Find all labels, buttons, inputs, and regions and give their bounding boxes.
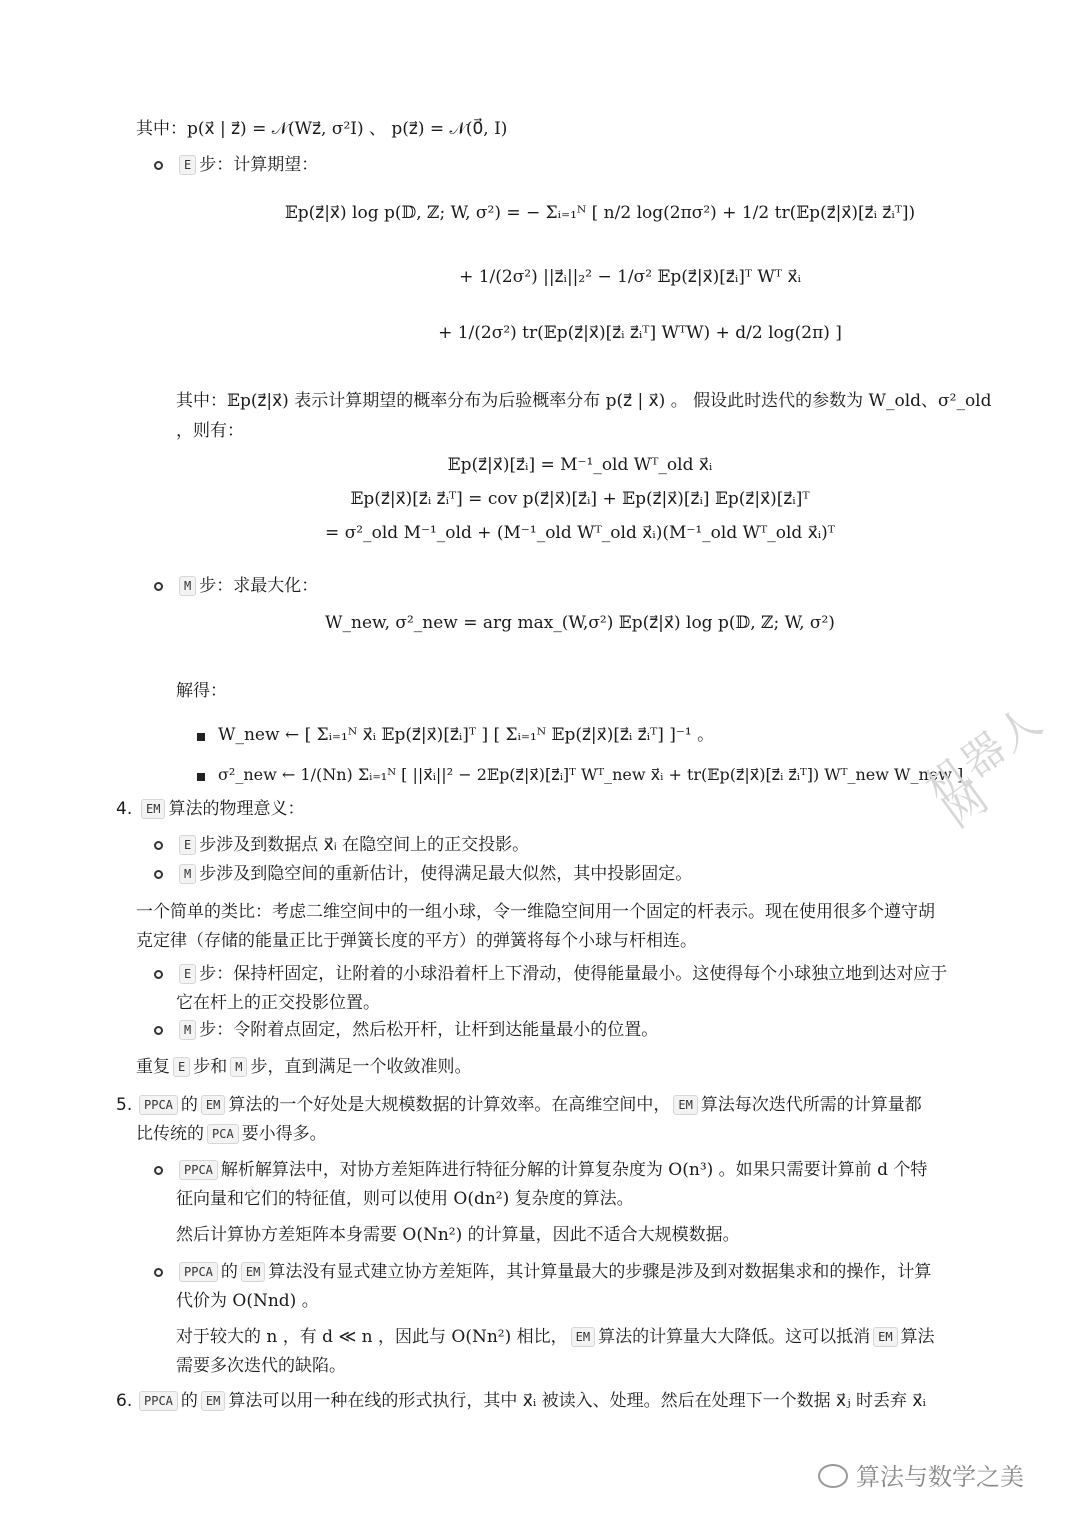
s4-m-item: M 步涉及到隐空间的重新估计，使得满足最大似然，其中投影固定。 (176, 859, 692, 889)
solution-sigma: σ²_new ← 1/(Nn) Σᵢ₌₁ᴺ [ ||x⃗ᵢ||² − 2𝔼p(z⃗|x⃗)[z⃗ᵢ]ᵀ Wᵀ_new x⃗ᵢ + tr(𝔼p(z⃗|x⃗)[z⃗ᵢ z⃗ᵢᵀ]) Wᵀ_new W_new ] (218, 765, 964, 784)
repeat-line: 重复 E 步和 M 步，直到满足一个收敛准则。 (136, 1057, 472, 1077)
note-then: ，则有： (176, 421, 244, 441)
section-4-heading: EM 算法的物理意义： (138, 794, 304, 824)
equation-e2: + 1/(2σ²) ||z⃗ᵢ||₂² − 1/σ² 𝔼p(z⃗|x⃗)[z⃗ᵢ]ᵀ Wᵀ x⃗ᵢ (459, 267, 801, 287)
s5-b2-line-2: 代价为 O(Nnd) 。 (176, 1291, 319, 1311)
item-number-4: 4. (116, 799, 133, 819)
equation-e3: + 1/(2σ²) tr(𝔼p(z⃗|x⃗)[z⃗ᵢ z⃗ᵢᵀ] WᵀW) + d/2 log(2π) ] (438, 323, 842, 343)
inline-code-e: E (179, 155, 196, 175)
bullet-square (197, 733, 205, 741)
e-step-heading: E 步：计算期望： (176, 150, 318, 180)
section-6-line-1: PPCA 的 EM 算法可以用一种在线的形式执行，其中 x⃗ᵢ 被读入、处理。然后在处理下一个数据 x⃗ⱼ 时丢弃 x⃗ᵢ (136, 1386, 926, 1416)
section-5-line-2: 比传统的 PCA 要小得多。 (136, 1124, 327, 1144)
bullet (154, 841, 163, 850)
s5-b1-line-2: 征向量和它们的特征值，则可以使用 O(dn²) 复杂度的算法。 (176, 1189, 634, 1209)
wechat-icon (818, 1464, 848, 1488)
bullet (154, 1166, 163, 1175)
analogy-e-1: E 步：保持杆固定，让附着的小球沿着杆上下滑动，使得能量最小。这使得每个小球独立地到达对应于 (176, 959, 947, 989)
inline-code-m: M (179, 576, 196, 596)
bullet (154, 870, 163, 879)
bullet (154, 970, 163, 979)
solution-w: W_new ← [ Σᵢ₌₁ᴺ x⃗ᵢ 𝔼p(z⃗|x⃗)[z⃗ᵢ]ᵀ ] [ Σᵢ₌₁ᴺ 𝔼p(z⃗|x⃗)[z⃗ᵢ z⃗ᵢᵀ] ]⁻¹ 。 (218, 725, 715, 745)
s5-b2-line-1: PPCA 的 EM 算法没有显式建立协方差矩阵，其计算量最大的步骤是涉及到对数据集求和的操作，计算 (176, 1257, 931, 1287)
analogy-e-2: 它在杆上的正交投影位置。 (176, 993, 380, 1013)
section-5-line-1: PPCA 的 EM 算法的一个好处是大规模数据的计算效率。在高维空间中， EM 算法每次迭代所需的计算量都 (136, 1090, 922, 1120)
equation-e1: 𝔼p(z⃗|x⃗) log p(𝔻, ℤ; W, σ²) = − Σᵢ₌₁ᴺ [ n/2 log(2πσ²) + 1/2 tr(𝔼p(z⃗|x⃗)[z⃗ᵢ z⃗ᵢᵀ]) (284, 203, 916, 223)
watermark-robot: 机器人网 (916, 695, 1052, 838)
equation-post2: 𝔼p(z⃗|x⃗)[z⃗ᵢ z⃗ᵢᵀ] = cov p(z⃗|x⃗)[z⃗ᵢ] + 𝔼p(z⃗|x⃗)[z⃗ᵢ] 𝔼p(z⃗|x⃗)[z⃗ᵢ]ᵀ (350, 489, 810, 509)
m-step-heading: M 步：求最大化： (176, 571, 318, 601)
s4-e-item: E 步涉及到数据点 x⃗ᵢ 在隐空间上的正交投影。 (176, 830, 529, 860)
analogy-line-1: 一个简单的类比：考虑二维空间中的一组小球，令一维隐空间用一个固定的杆表示。现在使用很多个遵守胡 (136, 902, 935, 922)
equation-m: W_new, σ²_new = arg max_(W,σ²) 𝔼p(z⃗|x⃗) log p(𝔻, ℤ; W, σ²) (325, 613, 835, 633)
bullet (154, 582, 163, 591)
analogy-line-2: 克定律（存储的能量正比于弹簧长度的平方）的弹簧将每个小球与杆相连。 (136, 931, 697, 951)
s5-b2-line-4: 需要多次迭代的缺陷。 (176, 1356, 346, 1376)
watermark-account: 算法与数学之美 (818, 1462, 1024, 1492)
intro-line: 其中：p(x⃗ | z⃗) = 𝒩(Wz⃗, σ²I) 、 p(z⃗) = 𝒩(0⃗, I) (136, 119, 508, 139)
item-number-5: 5. (116, 1095, 133, 1115)
item-number-6: 6. (116, 1391, 133, 1411)
s5-b1-line-3: 然后计算协方差矩阵本身需要 O(Nn²) 的计算量，因此不适合大规模数据。 (176, 1225, 740, 1245)
s5-b2-line-3: 对于较大的 n ，有 d ≪ n ，因此与 O(Nn²) 相比， EM 算法的计算量大大降低。这可以抵消 EM 算法 (176, 1327, 935, 1347)
s5-b1-line-1: PPCA 解析解算法中，对协方差矩阵进行特征分解的计算复杂度为 O(n³) 。如果只需要计算前 d 个特 (176, 1155, 927, 1185)
note-posterior: 其中：𝔼p(z⃗|x⃗) 表示计算期望的概率分布为后验概率分布 p(z⃗ | x⃗) 。 假设此时迭代的参数为 W_old、σ²_old (176, 391, 992, 411)
equation-post3: = σ²_old M⁻¹_old + (M⁻¹_old Wᵀ_old x⃗ᵢ)(M⁻¹_old Wᵀ_old x⃗ᵢ)ᵀ (325, 523, 835, 543)
bullet (154, 1268, 163, 1277)
equation-post1: 𝔼p(z⃗|x⃗)[z⃗ᵢ] = M⁻¹_old Wᵀ_old x⃗ᵢ (447, 455, 713, 475)
analogy-m: M 步：令附着点固定，然后松开杆，让杆到达能量最小的位置。 (176, 1015, 658, 1045)
bullet-square (197, 773, 205, 781)
bullet (154, 1026, 163, 1035)
bullet (154, 161, 163, 170)
solve-label: 解得： (176, 681, 227, 701)
